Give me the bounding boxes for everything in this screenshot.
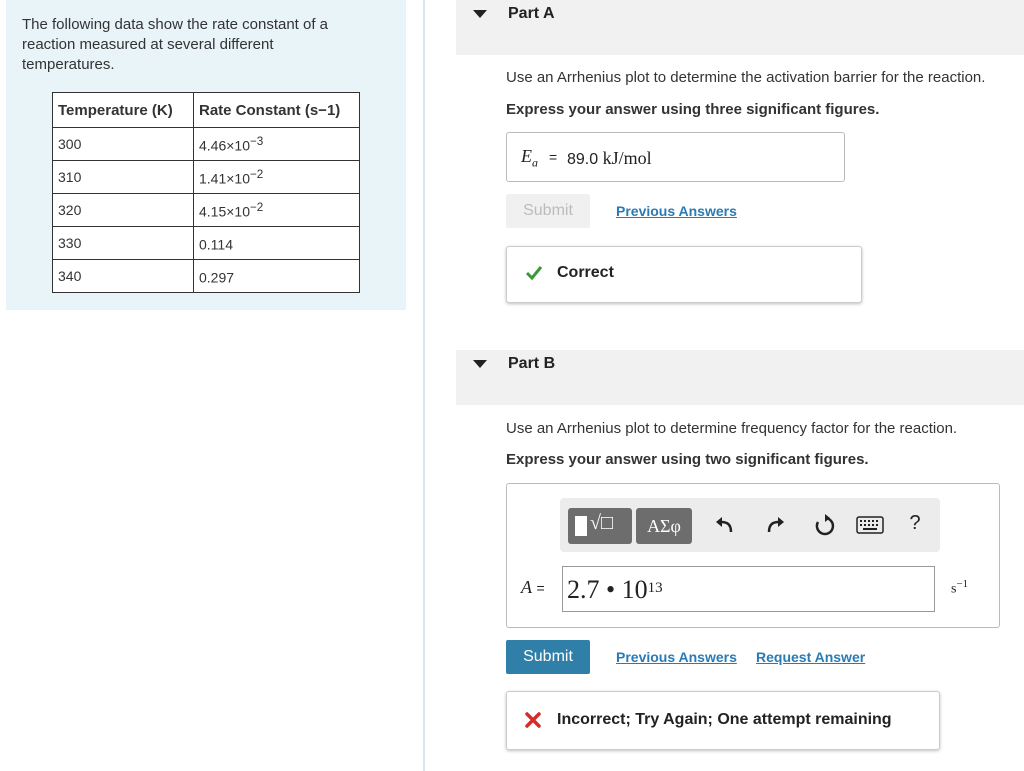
part-a-feedback <box>506 246 862 303</box>
part-b-question: Use an Arrhenius plot to determine frequency factor for the reaction. <box>506 420 958 437</box>
table-row <box>53 128 360 161</box>
part-a-title: Part A <box>508 5 555 22</box>
rate-cell: $4.46\times 10^{-3}$ <box>194 128 360 161</box>
part-b-header[interactable] <box>456 350 1024 405</box>
temperature-cell: 320 <box>53 194 194 227</box>
part-a-question: Use an Arrhenius plot to determine the activation barrier for the reaction. <box>506 69 986 86</box>
part-b-title: Part B <box>508 355 556 372</box>
ea-value: 89.0 kJ/mol <box>567 148 652 168</box>
rate-cell: 0.114 <box>194 227 360 260</box>
table-row <box>53 161 360 194</box>
keyboard-icon[interactable] <box>855 516 885 534</box>
x-mark-icon <box>525 712 541 728</box>
template-radical-icon[interactable]: √□ <box>568 508 632 544</box>
temperature-cell: 310 <box>53 161 194 194</box>
part-a-header[interactable] <box>456 0 1024 55</box>
rate-cell: $1.41\times 10^{-2}$ <box>194 161 360 194</box>
part-b-previous-answers-link[interactable]: Previous Answers <box>616 649 737 665</box>
part-a-previous-answers-link[interactable]: Previous Answers <box>616 203 737 219</box>
problem-intro: The following data show the rate constant of a reaction measured at several different temperatures. <box>22 16 329 73</box>
reset-icon[interactable] <box>810 514 840 538</box>
rate-cell: 0.297 <box>194 260 360 293</box>
part-b-feedback <box>506 691 940 750</box>
frequency-factor-input[interactable]: 2.7 • $10^{13}$ <box>562 566 935 612</box>
header-temperature: Temperature (K) <box>53 93 194 128</box>
part-b-feedback-text: Incorrect; Try Again; One attempt remaining <box>557 711 892 728</box>
table-row <box>53 227 360 260</box>
request-answer-link[interactable]: Request Answer <box>756 649 866 665</box>
part-a-instruction: Express your answer using three significant figures. <box>506 101 880 118</box>
help-button[interactable]: ? <box>909 512 921 534</box>
part-b-submit-button[interactable]: Submit <box>506 640 590 674</box>
header-rate-constant: Rate Constant (s−1) <box>194 93 360 128</box>
data-table <box>52 92 360 293</box>
part-a-answer-box <box>506 132 845 182</box>
temperature-cell: 330 <box>53 227 194 260</box>
redo-icon[interactable] <box>760 514 790 536</box>
part-a-feedback-text: Correct <box>557 264 614 281</box>
part-b-answer-box <box>506 483 1000 628</box>
ea-label: $E_a$ <box>521 146 538 170</box>
a-label: A = <box>521 577 545 597</box>
math-toolbar <box>560 498 940 552</box>
unit-label: $s^{-1}$ <box>951 578 969 597</box>
greek-symbols-button[interactable]: ΑΣφ <box>636 508 692 544</box>
temperature-cell: 340 <box>53 260 194 293</box>
table-row <box>53 260 360 293</box>
equals-sign: = <box>549 149 558 165</box>
table-row <box>53 194 360 227</box>
table-header-row <box>53 93 360 128</box>
undo-icon[interactable] <box>710 514 740 536</box>
collapse-triangle-icon[interactable] <box>473 10 487 18</box>
temperature-cell: 300 <box>53 128 194 161</box>
collapse-triangle-icon[interactable] <box>473 360 487 368</box>
rate-cell: $4.15\times 10^{-2}$ <box>194 194 360 227</box>
panel-divider <box>423 0 425 771</box>
problem-panel <box>6 0 406 310</box>
check-icon <box>525 265 543 281</box>
part-a-submit-button[interactable]: Submit <box>506 194 590 228</box>
part-b-instruction: Express your answer using two significant figures. <box>506 451 869 468</box>
